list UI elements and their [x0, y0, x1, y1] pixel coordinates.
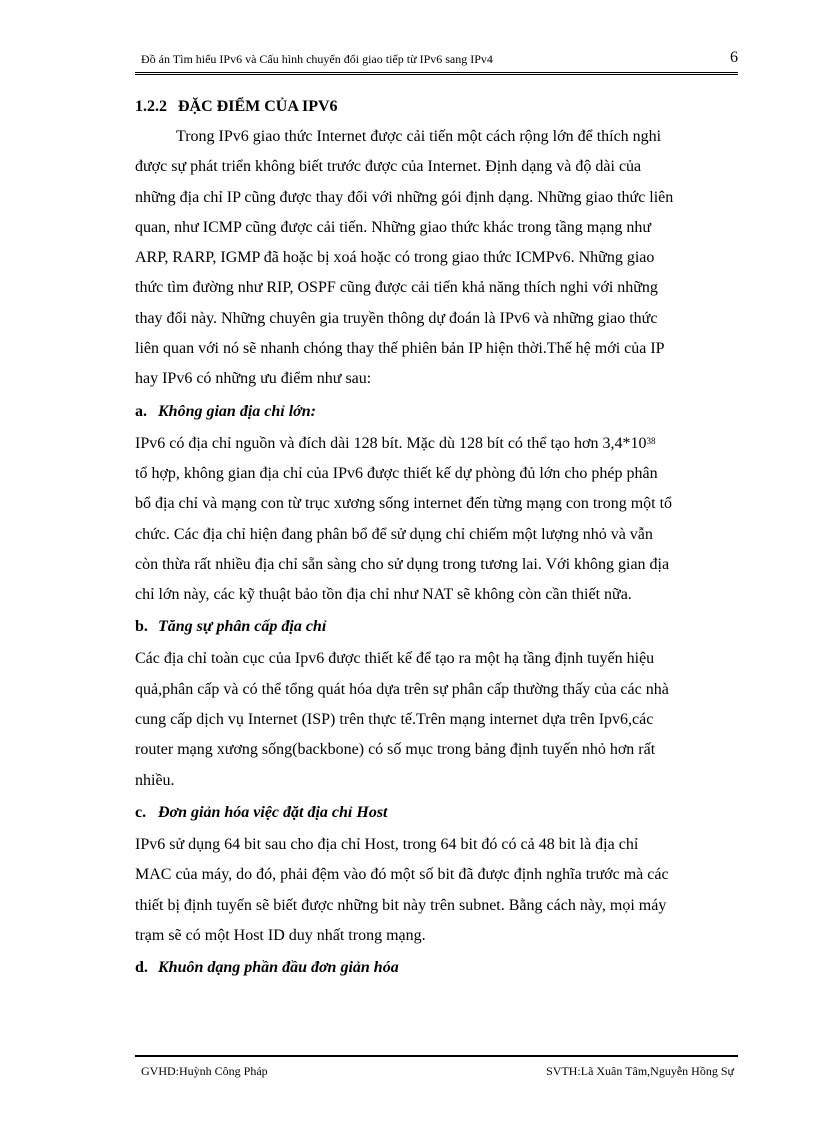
paragraph-line: nhiều.: [135, 771, 175, 789]
paragraph-line: những địa chỉ IP cũng được thay đổi với những gói định dạng. Những giao thức liên: [135, 188, 674, 206]
paragraph-line: ARP, RARP, IGMP đã hoặc bị xoá hoặc có trong giao thức ICMPv6. Những giao: [135, 249, 655, 267]
paragraph-line: tổ hợp, không gian địa chỉ của IPv6 được thiết kế dự phòng đủ lớn cho phép phân: [135, 464, 658, 482]
subsection-heading-b: [135, 610, 738, 644]
paragraph-line: hay IPv6 có những ưu điểm như sau:: [135, 370, 372, 388]
section-title: ĐẶC ĐIỂM CỦA IPV6: [178, 98, 338, 115]
paragraph-line: thiết bị định tuyến sẽ biết được những bit này trên subnet. Bằng cách này, mọi máy: [135, 896, 667, 914]
paragraph-line: Các địa chỉ toàn cục của Ipv6 được thiết kế để tạo ra một hạ tầng định tuyến hiệu: [135, 650, 655, 668]
subsection-letter: a.: [135, 402, 147, 420]
paragraph-line: MAC của máy, do đó, phải đệm vào đó một số bit đã được định nghĩa trước mà các: [135, 866, 669, 884]
paragraph-line: Trong IPv6 giao thức Internet được cải tiến một cách rộng lớn để thích nghi: [176, 128, 662, 145]
page-header: [135, 50, 738, 75]
subsection-heading-d: [135, 951, 738, 985]
paragraph-line: liên quan với nó sẽ nhanh chóng thay thế phiên bản IP hiện thời.Thế hệ mới của IP: [135, 340, 665, 358]
paragraph-line: router mạng xương sống(backbone) có số mục trong bảng định tuyến nhỏ hơn rất: [135, 741, 656, 759]
subsection-title: Tăng sự phân cấp địa chỉ: [158, 618, 327, 636]
subsection-letter: d.: [135, 959, 148, 977]
subsection-title: Đơn giản hóa việc đặt địa chỉ Host: [158, 803, 388, 821]
page-content: [135, 92, 738, 985]
subsection-title: Khuôn dạng phần đầu đơn giản hóa: [158, 959, 399, 977]
subsection-heading-c: [135, 796, 738, 830]
subsection-letter: c.: [135, 803, 147, 821]
paragraph-line: bổ địa chỉ và mạng con từ trục xương sống internet đến từng mạng con trong một tổ: [135, 495, 673, 513]
subsection-heading-a: [135, 395, 738, 429]
footer-students: SVTH:Lã Xuân Tâm,Nguyễn Hồng Sự: [546, 1064, 734, 1078]
page-number: 6: [730, 49, 738, 66]
paragraph-line: cung cấp dịch vụ Internet (ISP) trên thực tế.Trên mạng internet dựa trên Ipv6,các: [135, 711, 654, 729]
page-footer: [135, 1055, 738, 1078]
paragraph-line: còn thừa rất nhiều địa chỉ sẵn sàng cho sử dụng trong tương lai. Với không gian địa: [135, 555, 670, 573]
paragraph-a: [135, 429, 738, 611]
paragraph-line: chỉ lớn này, các kỹ thuật bảo tồn địa chỉ như NAT sẽ không còn cần thiết nữa.: [135, 586, 632, 604]
paragraph-line: được sự phát triển không biết trước được của Internet. Định dạng và độ dài của: [135, 158, 642, 176]
subsection-letter: b.: [135, 618, 148, 636]
footer-advisor: GVHD:Huỳnh Công Pháp: [141, 1064, 268, 1078]
paragraph-line: chức. Các địa chỉ hiện đang phân bổ để sử dụng chỉ chiếm một lượng nhỏ và vẫn: [135, 525, 653, 543]
section-number: 1.2.2: [135, 98, 167, 115]
paragraph-line: [135, 429, 738, 459]
paragraph-line: thức tìm đường như RIP, OSPF cũng được cải tiến khả năng thích nghi với những: [135, 279, 658, 297]
paragraph-text: IPv6 có địa chỉ nguồn và đích dài 128 bít. Mặc dù 128 bít có thể tạo hơn 3,4*10: [135, 434, 647, 452]
paragraph-line: quan, như ICMP cũng được cải tiến. Những giao thức khác trong tầng mạng như: [135, 218, 652, 236]
subsection-title: Không gian địa chỉ lớn:: [158, 402, 316, 420]
paragraph-c: [135, 830, 738, 951]
paragraph-line: quả,phân cấp và có thể tổng quát hóa dựa trên sự phân cấp thường thấy của các nhà: [135, 680, 669, 698]
intro-paragraph: [135, 122, 738, 395]
paragraph-line: thay đổi này. Những chuyên gia truyền thông dự đoán là IPv6 và những giao thức: [135, 309, 658, 327]
paragraph-b: [135, 644, 738, 795]
header-title: Đồ án Tìm hiểu IPv6 và Cấu hình chuyển đổi giao tiếp từ IPv6 sang IPv4: [141, 52, 493, 66]
paragraph-line: IPv6 sử dụng 64 bit sau cho địa chỉ Host, trong 64 bit đó có cả 48 bit là địa chỉ: [135, 835, 639, 853]
paragraph-line: trạm sẽ có một Host ID duy nhất trong mạng.: [135, 926, 426, 944]
exponent: 38: [646, 435, 656, 446]
section-heading: [135, 92, 738, 122]
